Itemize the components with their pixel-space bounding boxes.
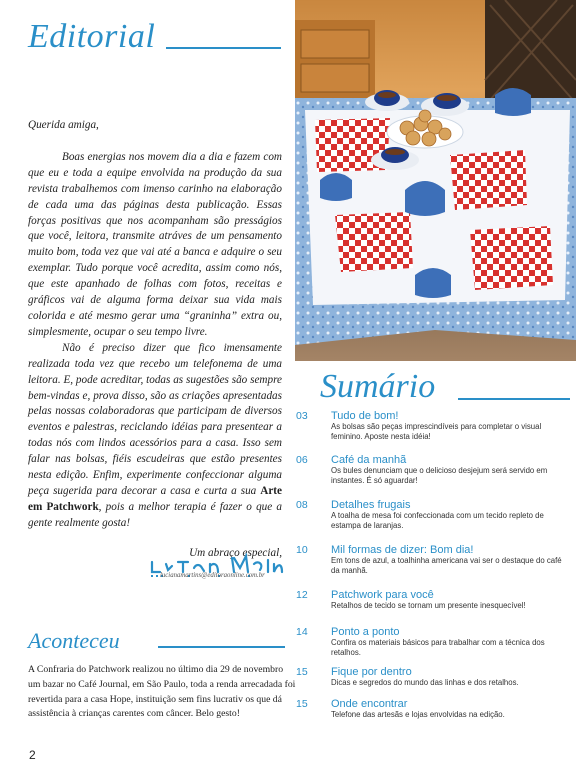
editorial-title: Editorial xyxy=(28,18,156,55)
toc-page-number: 15 xyxy=(296,698,308,710)
editorial-body xyxy=(28,118,282,562)
toc-description: Retalhos de tecido se tornam um presente inesquecível! xyxy=(331,601,526,610)
editorial-greeting: Querida amiga, xyxy=(28,119,99,131)
editorial-paragraph-2 xyxy=(28,341,282,532)
magazine-name: Arte em Patchwork xyxy=(28,484,282,513)
toc-title: Fique por dentro xyxy=(331,666,412,678)
aconteceu-title-rule xyxy=(158,646,285,648)
aconteceu-title: Aconteceu xyxy=(28,628,120,653)
editorial-title-rule xyxy=(166,47,281,49)
toc-page-number: 10 xyxy=(296,544,308,556)
toc-description: Os bules denunciam que o delicioso desjejum será servido em instantes. É só aguardar! xyxy=(331,466,548,485)
toc-description: Confira os materiais básicos para trabalhar com a técnica dos retalhos. xyxy=(331,638,545,657)
toc-page-number: 15 xyxy=(296,666,308,678)
toc-page-number: 03 xyxy=(296,410,308,422)
toc-page-number: 14 xyxy=(296,626,308,638)
toc-title: Tudo de bom! xyxy=(331,410,399,422)
toc-page-number: 08 xyxy=(296,499,308,511)
sumario-title: Sumário xyxy=(320,368,436,405)
editorial-closing: Um abraço especial, xyxy=(189,546,282,559)
toc-description: As bolsas são peças imprescindíveis para completar o visual feminino. Aposte nesta idéia! xyxy=(331,422,542,441)
editorial-paragraph-2-end: , pois a melhor terapia é fazer o que a gente realmente gosta! xyxy=(28,500,282,529)
toc-page-number: 12 xyxy=(296,589,308,601)
aconteceu-body: A Confraria do Patchwork realizou no último dia 29 de novembro um bazar no Café Journal, em São Paulo, toda a renda arrecadada foi revertida para a casa Hope, instituição sem fins lucrativ os que dá assistência à crianças carentes com câncer. Belo gesto! xyxy=(28,664,296,720)
toc-title: Ponto a ponto xyxy=(331,626,400,638)
toc-description: Telefone das artesãs e lojas envolvidas na edição. xyxy=(331,710,505,719)
toc-description: Em tons de azul, a toalhinha americana vai ser o destaque do café da manhã. xyxy=(331,556,562,575)
toc-title: Detalhes frugais xyxy=(331,499,411,511)
toc-title: Patchwork para você xyxy=(331,589,434,601)
editor-email: lucianamartins@editoraonline.com.br xyxy=(160,572,265,579)
toc-page-number: 06 xyxy=(296,454,308,466)
page-number: 2 xyxy=(29,748,36,762)
editor-signature xyxy=(148,538,288,588)
toc-title: Mil formas de dizer: Bom dia! xyxy=(331,544,474,556)
editorial-paragraph-1: Boas energias nos movem dia a dia e fazem com que eu e toda a equipe envolvida na produção da sua revista trabalhemos com imenso carinho na elaboração de cada uma das páginas desta publicação. Essas forças positivas que nos acompanham são presságios que você, leitora, transmite atráves de um pensamento muito bom, toda vez que vai até a banca e adquire o seu exemplar. Tudo porque você acredita, assim como nós, que este apanhado de folhas com fotos, receitas e gráficos vai de alguma forma deixar sua vida mais colorida e até mesmo gerar uma “graninha” extra ou, simplesmente, ocupar o seu tempo livre. xyxy=(28,150,282,338)
tablecloth-photo xyxy=(295,0,576,361)
toc-title: Onde encontrar xyxy=(331,698,408,710)
toc-title: Café da manhã xyxy=(331,454,407,466)
toc-description: Dicas e segredos do mundo das linhas e dos retalhos. xyxy=(331,678,519,687)
editorial-paragraph-2-text: Não é preciso dizer que fico imensamente realizada toda vez que recebo um telefonema de uma leitora. E, pode acreditar, todas as sugestões são sempre bem-vindas e, prova disso, são as criações apresentadas pelas nossas colaboradoras que participam de diversos eventos e palestras, reciclando idéias para presentear a todas nós com lindos acessórios para a casa. Isso sem falar nas bolsas, fiéis escudeiras que estão presentes nesta edição. Enfim, experimente confeccionar alguma peça sugerida para decorar a casa e curta a sua xyxy=(28,341,282,497)
toc-description: A toalha de mesa foi confeccionada com um tecido repleto de estampa de laranjas. xyxy=(331,511,544,530)
sumario-title-rule xyxy=(458,398,570,400)
